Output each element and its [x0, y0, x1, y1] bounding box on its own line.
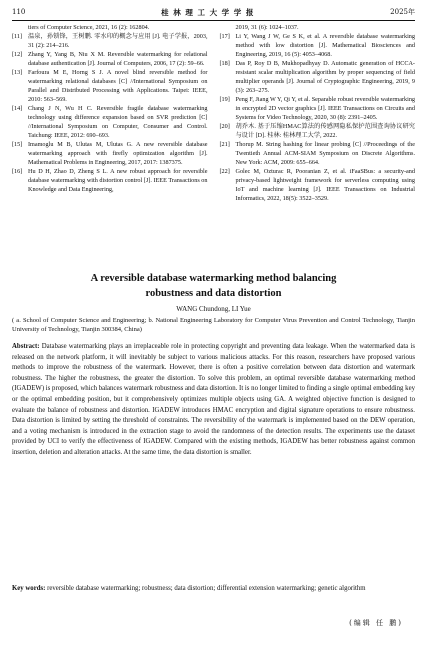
affiliation: ( a. School of Computer Science and Engineering; b. National Engineering Laboratory for Computer Virus Prevention and Control Technology, Tianjin University of Technology, Tianjin 300384, China)	[12, 317, 415, 333]
reference-item: [16] Hu D H, Zhao D, Zheng S L. A new robust approach for reversible database watermarking with distortion control [J]. IEEE Transactions on Knowledge and Data Engineering,	[12, 168, 208, 193]
reference-item: [12] Zhang Y, Yang B, Niu X M. Reversible watermarking for relational database authentication [J]. Journal of Computers, 2006, 17 (2): 59–66.	[12, 51, 208, 67]
reference-item: 2019, 31 (6): 1024–1037.	[235, 24, 299, 31]
reference-item: [17] Li Y, Wang J W, Ge S K, et al. A reversible database watermarking method with low distortion [J]. Mathematical Biosciences and Engineering, 2019, 16 (5): 4053–4068.	[219, 33, 415, 58]
journal-name: 桂 林 理 工 大 学 学 报	[161, 7, 255, 17]
reference-item: [19] Peng F, Jiang W Y, Qi Y, et al. Separable robust reversible watermarking in encrypted 2D vector graphics [J]. IEEE Transactions on Circuits and Systems for Video Technology, 2020, 30 (8): 2391–2405.	[219, 96, 415, 121]
title-line-2: robustness and data distortion	[145, 288, 282, 299]
reference-item: [21] Thorup M. String hashing for linear probing [C] //Proceedings of the Twentieth Annual ACM-SIAM Symposium on Discrete Algorithms. New York: ACM, 2009: 655–664.	[219, 141, 415, 166]
keywords-text: reversible database watermarking; robustness; data distortion; differential extension watermarking; genetic algorithm	[45, 585, 366, 592]
reference-item: [13] Farfoura M E, Horng S J. A novel blind reversible method for watermarking relational databases [C] //International Symposium on Parallel and Distributed Processing with Applications. Taipei: IEEE, 2010: 563–569.	[12, 69, 208, 103]
reference-item: tiers of Computer Science, 2021, 16 (2): 162804.	[28, 24, 150, 31]
journal-year: 2025年	[390, 8, 415, 16]
authors: WANG Chundong, LI Yue	[176, 305, 251, 313]
article-title	[20, 271, 407, 301]
reference-item: [15] Imamoglu M B, Ulutas M, Ulutas G. A new reversible database watermarking approach with firefly optimization algorithm [J]. Mathematical Problems in Engineering, 2017, 2017: 1387375.	[12, 141, 208, 166]
reference-item: [14] Chang J N, Wu H C. Reversible fragile database watermarking technology using difference expansion based on SVR prediction [C] //International Symposium on Computer, Consumer and Control. Taichung: IEEE, 2012: 690–693.	[12, 105, 208, 139]
reference-item: [18] Das P, Roy D B, Mukhopadhyay D. Automatic generation of HCCA-resistant scalar multiplication algorithm by proper sequencing of field multiplier operands [J]. Journal of Cryptographic Engineering, 2019, 9 (3): 263–275.	[219, 60, 415, 94]
page-header	[12, 6, 415, 18]
reference-item: [22] Golec M, Ozturac R, Pooranian Z, et al. iFaaSBus: a security-and privacy-based lightweight framework for serverless computing using IoT and machine learning [J]. IEEE Transactions on Industrial Informatics, 2022, 18(5): 3522–3529.	[219, 168, 415, 202]
references-right-column	[220, 23, 416, 263]
header-rule	[12, 20, 415, 21]
references-left-column	[12, 23, 208, 263]
title-line-1: A reversible database watermarking method balancing	[90, 273, 337, 284]
abstract-text: Database watermarking plays an irreplaceable role in protecting copyright and preventing data leakage. When the watermarked data is released on the network platform, it will inevitably be subject to various malicious attacks. For this reason, researchers have proposed various methods to improve the robustness of the watermark. However, there is often a positive correlation between data distortion and watermark robustness. The higher the robustness, the greater the distortion. To solve this problem, an optimal reversible database watermarking method (IGADEW) is proposed, which balances watermark robustness and data distortion. It is no longer limited to finding a single optimal embedding key or the optimal embedding position, but it comprehensively optimizes multiple objects using GA. A weighted objective function is designed to evaluate the balance of robustness and distortion. IGADEW introduces HMAC encryption and digital signature operations to ensure robustness. Data distortion is limited by setting the threshold of constraints. The reversibility of the watermark is implemented based on the DEW operation, and a voting mechanism is introduced in the extraction stage to avoid the randomness of the detection results. The experiments use the dataset provided by UCI to verify the effectiveness of IGADEW. Compared with the existing methods, IGADEW has better robustness against common insertion, deletion and alteration attacks. At the same time, the data distortion is smaller.	[12, 343, 415, 456]
abstract-label: Abstract:	[12, 343, 40, 350]
keywords-label: Key words:	[12, 585, 46, 592]
editor-note: (编辑 任 鹏)	[349, 619, 403, 627]
reference-item: [20] 胡乔木. 基于压缩HMAC算法的传感网隐私保护范围查询协议研究与设计 [D]. 桂林: 桂林理工大学, 2022.	[219, 123, 415, 139]
page-number: 110	[12, 8, 26, 16]
abstract	[12, 342, 415, 459]
keywords	[12, 584, 415, 595]
reference-item: [11] 温泉，孙锁锋，王树鹏. 零水印的概念与应用 [J]. 电子学报，2003, 31 (2): 214–216.	[12, 33, 208, 49]
references-section	[12, 23, 415, 263]
